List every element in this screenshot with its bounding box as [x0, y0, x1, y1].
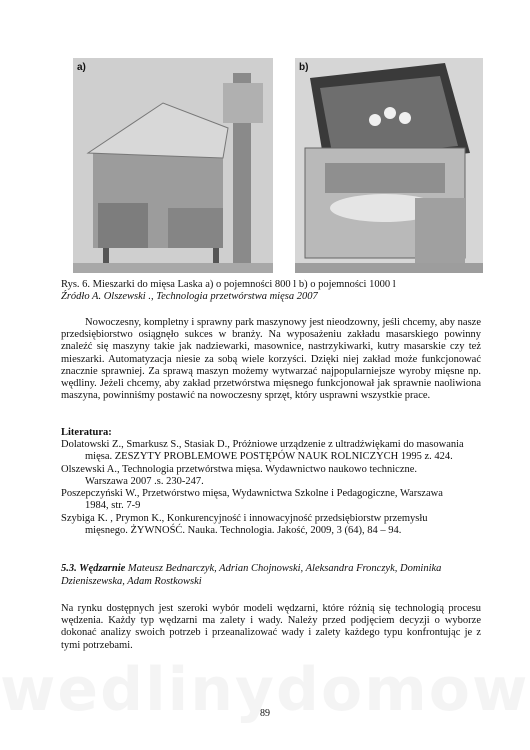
ref-continuation: 1984, str. 7-9: [85, 500, 141, 512]
literature-ref: [61, 488, 481, 512]
ref-line: Olszewski A., Technologia przetwórstwa mięsa. Wydawnictwo naukowo techniczne.: [61, 464, 418, 475]
ref-line: Poszepczyński W., Przetwórstwo mięsa, Wydawnictwa Szkolne i Pedagogiczne, Warszawa: [61, 488, 443, 499]
figure-mixers: [73, 58, 483, 273]
literature-heading: Literatura:: [61, 427, 112, 438]
ref-continuation: Warszawa 2007 .s. 230-247.: [85, 476, 204, 488]
page-number: 89: [260, 708, 270, 719]
literature-ref: [61, 513, 481, 537]
mixer-b-illustration: [295, 58, 483, 273]
photo-mixer-800l: [73, 58, 273, 273]
figure-caption: Rys. 6. Mieszarki do mięsa Laska a) o pojemności 800 l b) o pojemności 1000 l: [61, 279, 396, 290]
photo-mixer-1000l: [295, 58, 483, 273]
ref-continuation: mięsnego. ŻYWNOŚĆ. Nauka. Technologia. Jakość, 2009, 3 (64), 84 – 94.: [85, 525, 402, 537]
section-heading: [61, 563, 481, 588]
ref-continuation: mięsa. ZESZYTY PROBLEMOWE POSTĘPÓW NAUK ROLNICZYCH 1995 z. 424.: [85, 451, 453, 463]
body-paragraph-2: Na rynku dostępnych jest szeroki wybór modeli wędzarni, które różnią się technologią procesu wędzenia. Każdy typ wędzarni ma zalety i wady. Należy przed podjęciem decyzji o wyborze dokonać analizy swoich potrzeb i przeanalizować wady i zalety każdego typu konfrontując je z tymi potrzebami.: [61, 603, 481, 651]
section-authors: Mateusz Bednarczyk, Adrian Chojnowski, Aleksandra Fronczyk, Dominika Dzieniszewska, Adam Rostkowski: [61, 563, 442, 587]
figure-label-b: b): [299, 62, 309, 73]
ref-line: Dolatowski Z., Smarkusz S., Stasiak D., Próżniowe urządzenie z ultradźwiękami do masowania: [61, 439, 464, 450]
section-number: 5.3. Wędzarnie: [61, 563, 126, 574]
ref-line: Szybiga K. , Prymon K., Konkurencyjność i innowacyjność przedsiębiorstw przemysłu: [61, 513, 428, 524]
figure-source: Źródło A. Olszewski ., Technologia przetwórstwa mięsa 2007: [61, 291, 318, 302]
mixer-a-illustration: [73, 58, 273, 273]
figure-label-a: a): [77, 62, 86, 73]
literature-ref: [61, 439, 481, 463]
literature-ref: [61, 464, 481, 488]
body-paragraph-1: Nowoczesny, kompletny i sprawny park maszynowy jest nieodzowny, jeśli chcemy, aby nasze przedsiębiorstwo osiągnęło sukces w branży. Na wyposażeniu zakładu masarskiego powinny znaleźć się maszyny takie jak nadziewarki, masownice, nastrzykiwarki, kutry masarskie czy też mieszarki. Automatyzacja niesie za sobą wiele korzyści. Dzięki niej zakład może funkcjonować znacznie sprawniej. Za sprawą maszyn możemy wytwarzać najpopularniejsze wyroby mięsne np. wędliny. Jeżeli chcemy, aby zakład przetwórstwa mięsnego funkcjonował jak sprawnie naoliwiona maszyna, powinniśmy postawić na nowoczesny sprzęt, który usprawni wszystkie prace.: [61, 317, 481, 402]
